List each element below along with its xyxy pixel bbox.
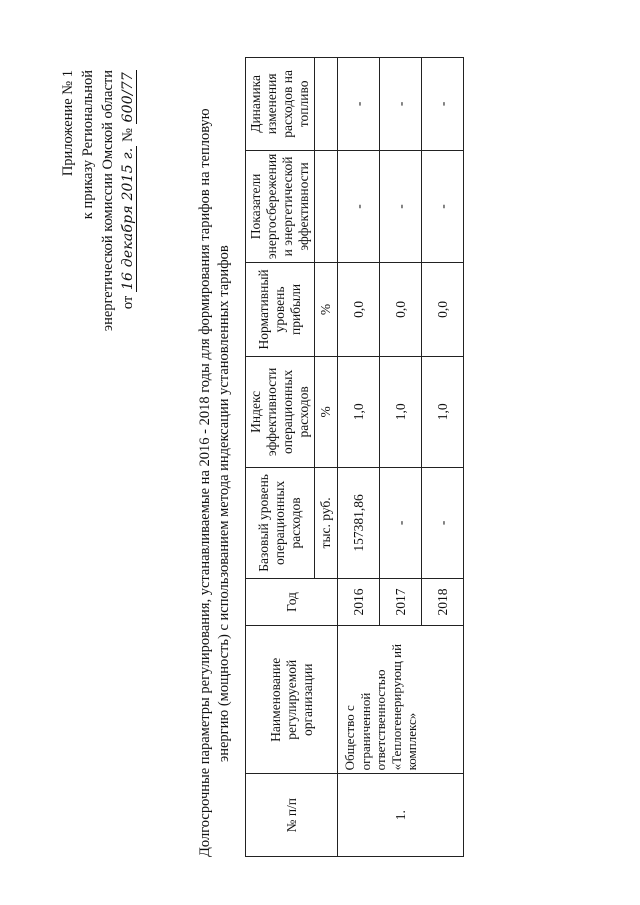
cell-fuel-dynamics: -	[380, 58, 422, 151]
cell-energy-saving: -	[422, 150, 464, 262]
table-row	[338, 58, 380, 857]
col-header-year: Год	[246, 578, 338, 625]
row-number: 1.	[338, 774, 464, 857]
col-header-fuel-dynamics: Динамика изменения расходов на топливо	[246, 58, 315, 151]
col-header-profit-level: Нормативный уровень прибыли	[246, 263, 315, 357]
cell-efficiency-index: 1,0	[338, 356, 380, 467]
cell-energy-saving: -	[380, 150, 422, 262]
cell-profit-level: 0,0	[338, 263, 380, 357]
unit-profit-level: %	[315, 263, 338, 357]
order-date-number-line	[118, 70, 138, 331]
col-header-number: № п/п	[246, 774, 338, 857]
title-line-1: Долгосрочные параметры регулирования, устанавливаемые на 2016 - 2018 годы для формирования тарифов на тепловую	[197, 108, 213, 857]
commission-name: энергетической комиссии Омской области	[100, 70, 116, 332]
cell-base-opex: 157381,86	[338, 467, 380, 578]
organization-name: Общество с ограниченной ответственностью «Теплогенерирующ ий комплекс»	[338, 626, 464, 774]
cell-fuel-dynamics: -	[338, 58, 380, 151]
appendix-header	[58, 70, 138, 331]
table-header-row	[246, 58, 315, 857]
appendix-number: Приложение № 1	[60, 70, 76, 177]
cell-profit-level: 0,0	[422, 263, 464, 357]
cell-efficiency-index: 1,0	[380, 356, 422, 467]
unit-efficiency-index: %	[315, 356, 338, 467]
cell-year: 2016	[338, 578, 380, 625]
col-header-organization: Наименование регулируемой организации	[246, 626, 338, 774]
cell-fuel-dynamics: -	[422, 58, 464, 151]
document-title	[196, 108, 234, 857]
cell-base-opex: -	[422, 467, 464, 578]
order-reference: к приказу Региональной	[80, 70, 96, 220]
cell-base-opex: -	[380, 467, 422, 578]
handwritten-order-number: 600/77	[120, 72, 136, 123]
cell-year: 2018	[422, 578, 464, 625]
cell-profit-level: 0,0	[380, 263, 422, 357]
handwritten-date: 16 декабря 2015 г.	[120, 147, 136, 291]
cell-year: 2017	[380, 578, 422, 625]
unit-fuel-dynamics	[315, 58, 338, 151]
col-header-energy-saving: Показатели энергосбережения и энергетической эффективности	[246, 150, 315, 262]
col-header-efficiency-index: Индекс эффективности операционных расходов	[246, 356, 315, 467]
regulation-parameters-table	[245, 57, 464, 857]
cell-efficiency-index: 1,0	[422, 356, 464, 467]
col-header-base-opex: Базовый уровень операционных расходов	[246, 467, 315, 578]
number-label: №	[120, 128, 136, 142]
unit-base-opex: тыс. руб.	[315, 467, 338, 578]
cell-energy-saving: -	[338, 150, 380, 262]
from-label: от	[120, 295, 136, 310]
title-line-2: энергию (мощность) с использованием метода индексации установленных тарифов	[216, 245, 232, 762]
unit-energy-saving	[315, 150, 338, 262]
